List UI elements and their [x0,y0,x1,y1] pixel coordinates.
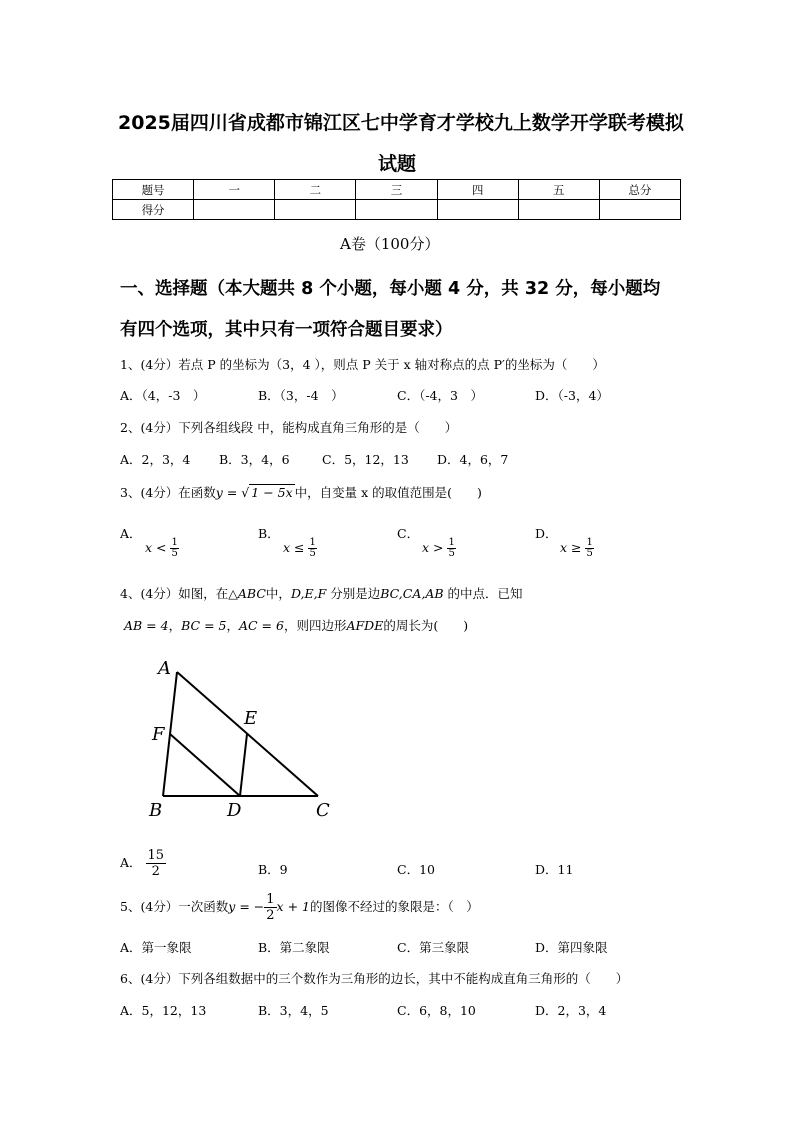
score-cell[interactable] [437,200,518,220]
question-2-option-c[interactable]: C．5，12，13 [322,452,409,467]
segment-fd [170,734,240,796]
score-header-cell: 题号 [113,180,194,200]
question-3-function-lhs: y = [215,485,238,500]
question-3-option-c-value[interactable] [422,538,456,559]
score-header-cell: 一 [194,180,275,200]
question-5-eq-right: x + 1 [276,899,310,914]
question-4-option-b[interactable]: B．9 [258,862,288,877]
score-cell[interactable] [194,200,275,220]
question-3-option-d-fraction: $\frac{1}{5}$ [586,537,593,559]
question-4-points: D,E,F [290,586,327,601]
question-3-option-b-label[interactable]: B． [258,526,280,541]
score-header-cell: 总分 [599,180,680,200]
question-3-option-c-ineq: x > [422,540,444,555]
question-3-option-a-fraction: $\frac{1}{5}$ [171,537,178,559]
question-3-option-a-label[interactable]: A． [120,526,142,541]
question-4-text: 分别是边 [330,586,381,601]
score-cell[interactable] [356,200,437,220]
question-4-text: 的中点．已知 [447,586,523,601]
question-2-option-a[interactable]: A．2，3，4 [120,452,191,467]
question-4-triangle: △ABC [228,586,266,601]
label-d: D [227,800,242,821]
score-cell[interactable] [518,200,599,220]
question-6-option-b[interactable]: B．3，4，5 [258,1003,329,1018]
question-6-option-c[interactable]: C．6，8，10 [397,1003,476,1018]
question-4-stem-line-1 [120,584,523,602]
question-4-separator: ， [168,618,182,633]
question-2-option-d[interactable]: D．4，6，7 [437,452,509,467]
triangle-figure [140,650,350,830]
question-5-option-a[interactable]: A．第一象限 [120,940,192,955]
question-3-option-a-value[interactable] [145,538,179,559]
question-4-separator: ， [226,618,239,633]
label-a: A [158,658,171,679]
question-3-stem-before: 3、(4分）在函数 [120,485,216,500]
question-4-text: 中， [265,586,291,601]
section-1-heading-line-1: 一、选择题（本大题共 8 个小题，每小题 4 分，共 32 分，每小题均 [120,279,661,299]
score-header-cell: 二 [275,180,356,200]
label-b: B [149,800,163,821]
question-4-option-c[interactable]: C．10 [397,862,435,877]
question-5-option-c[interactable]: C．第三象限 [397,940,470,955]
question-4-given-bc: BC = 5 [181,618,227,633]
question-4-stem-line-2 [124,616,468,634]
section-1-heading-line-2: 有四个选项，其中只有一项符合题目要求） [120,320,453,340]
score-header-cell: 五 [518,180,599,200]
question-6-option-d[interactable]: D．2，3，4 [535,1003,607,1018]
question-6-stem: 6、(4分）下列各组数据中的三个数作为三角形的边长，其中不能构成直角三角形的（ ） [120,971,629,986]
question-3-option-b-value[interactable] [283,538,317,559]
question-1-option-a[interactable]: A．（4，-3 ） [120,388,206,403]
question-3-option-c-fraction: $\frac{1}{5}$ [448,537,455,559]
title-line-1: 2025届四川省成都市锦江区七中学育才学校九上数学开学联考模拟 [118,112,684,134]
question-1-option-d[interactable]: D．（-3，4） [535,388,609,403]
question-4-option-a-fraction: $\frac{15}{2}$ [147,848,165,879]
question-4-option-a[interactable] [120,848,166,879]
title-line-2: 试题 [378,153,417,175]
label-e: E [244,708,258,729]
question-3-stem [120,483,482,501]
question-3-option-b-fraction: $\frac{1}{5}$ [309,537,316,559]
question-4-text: 4、(4分）如图，在 [120,586,229,601]
question-3-option-d-ineq: x ≥ [560,540,582,555]
score-table-header-row [113,180,681,200]
label-c: C [316,800,330,821]
part-a-heading: A卷（100分） [340,235,440,253]
question-3-option-c-label[interactable]: C． [397,526,420,541]
question-1-option-b[interactable]: B．（3，-4 ） [258,388,344,403]
segment-de [240,734,247,796]
score-table [112,179,681,220]
question-2-option-b[interactable]: B．3，4，6 [219,452,290,467]
question-4-given-ab: AB = 4 [124,618,169,633]
score-cell[interactable] [275,200,356,220]
label-f: F [152,724,165,745]
question-3-option-d-value[interactable] [560,538,594,559]
question-5-text: 的图像不经过的象限是：（ ） [309,899,479,914]
question-5-stem [120,892,479,923]
sqrt-icon: √ [241,485,250,500]
question-3-option-d-label[interactable]: D． [535,526,558,541]
question-5-option-d[interactable]: D．第四象限 [535,940,608,955]
score-row-label: 得分 [113,200,194,220]
question-4-text: 的周长为( ) [383,618,469,633]
question-3-option-b-ineq: x ≤ [283,540,305,555]
question-4-option-a-label: A． [120,855,142,870]
side-ac [177,672,318,796]
question-2-stem: 2、(4分）下列各组线段 中，能构成直角三角形的是（ ） [120,420,458,435]
question-5-fraction: $\frac{1}{2}$ [266,892,275,923]
score-header-cell: 四 [437,180,518,200]
question-5-eq-left: y = − [228,899,265,914]
score-header-cell: 三 [356,180,437,200]
question-1-option-c[interactable]: C．（-4，3 ） [397,388,483,403]
question-5-text: 5、(4分）一次函数 [120,899,229,914]
question-4-given-ac: AC = 6 [238,618,284,633]
question-5-option-b[interactable]: B．第二象限 [258,940,330,955]
question-4-text: ，则四边形 [283,618,347,633]
question-1-stem: 1、(4分）若点 P 的坐标为（3，4 ），则点 P 关于 x 轴对称点的点 P′的坐标为（ ） [120,357,605,372]
question-3-stem-after: 中，自变量 x 的取值范围是( ) [294,485,482,500]
score-cell[interactable] [599,200,680,220]
question-4-quadrilateral: AFDE [346,618,384,633]
question-3-radicand: 1 − 5x [251,485,293,500]
question-6-option-a[interactable]: A．5，12，13 [120,1003,207,1018]
question-3-option-a-ineq: x < [145,540,167,555]
question-4-sides: BC,CA,AB [380,586,444,601]
question-4-option-d[interactable]: D．11 [535,862,574,877]
score-table-score-row [113,200,681,220]
